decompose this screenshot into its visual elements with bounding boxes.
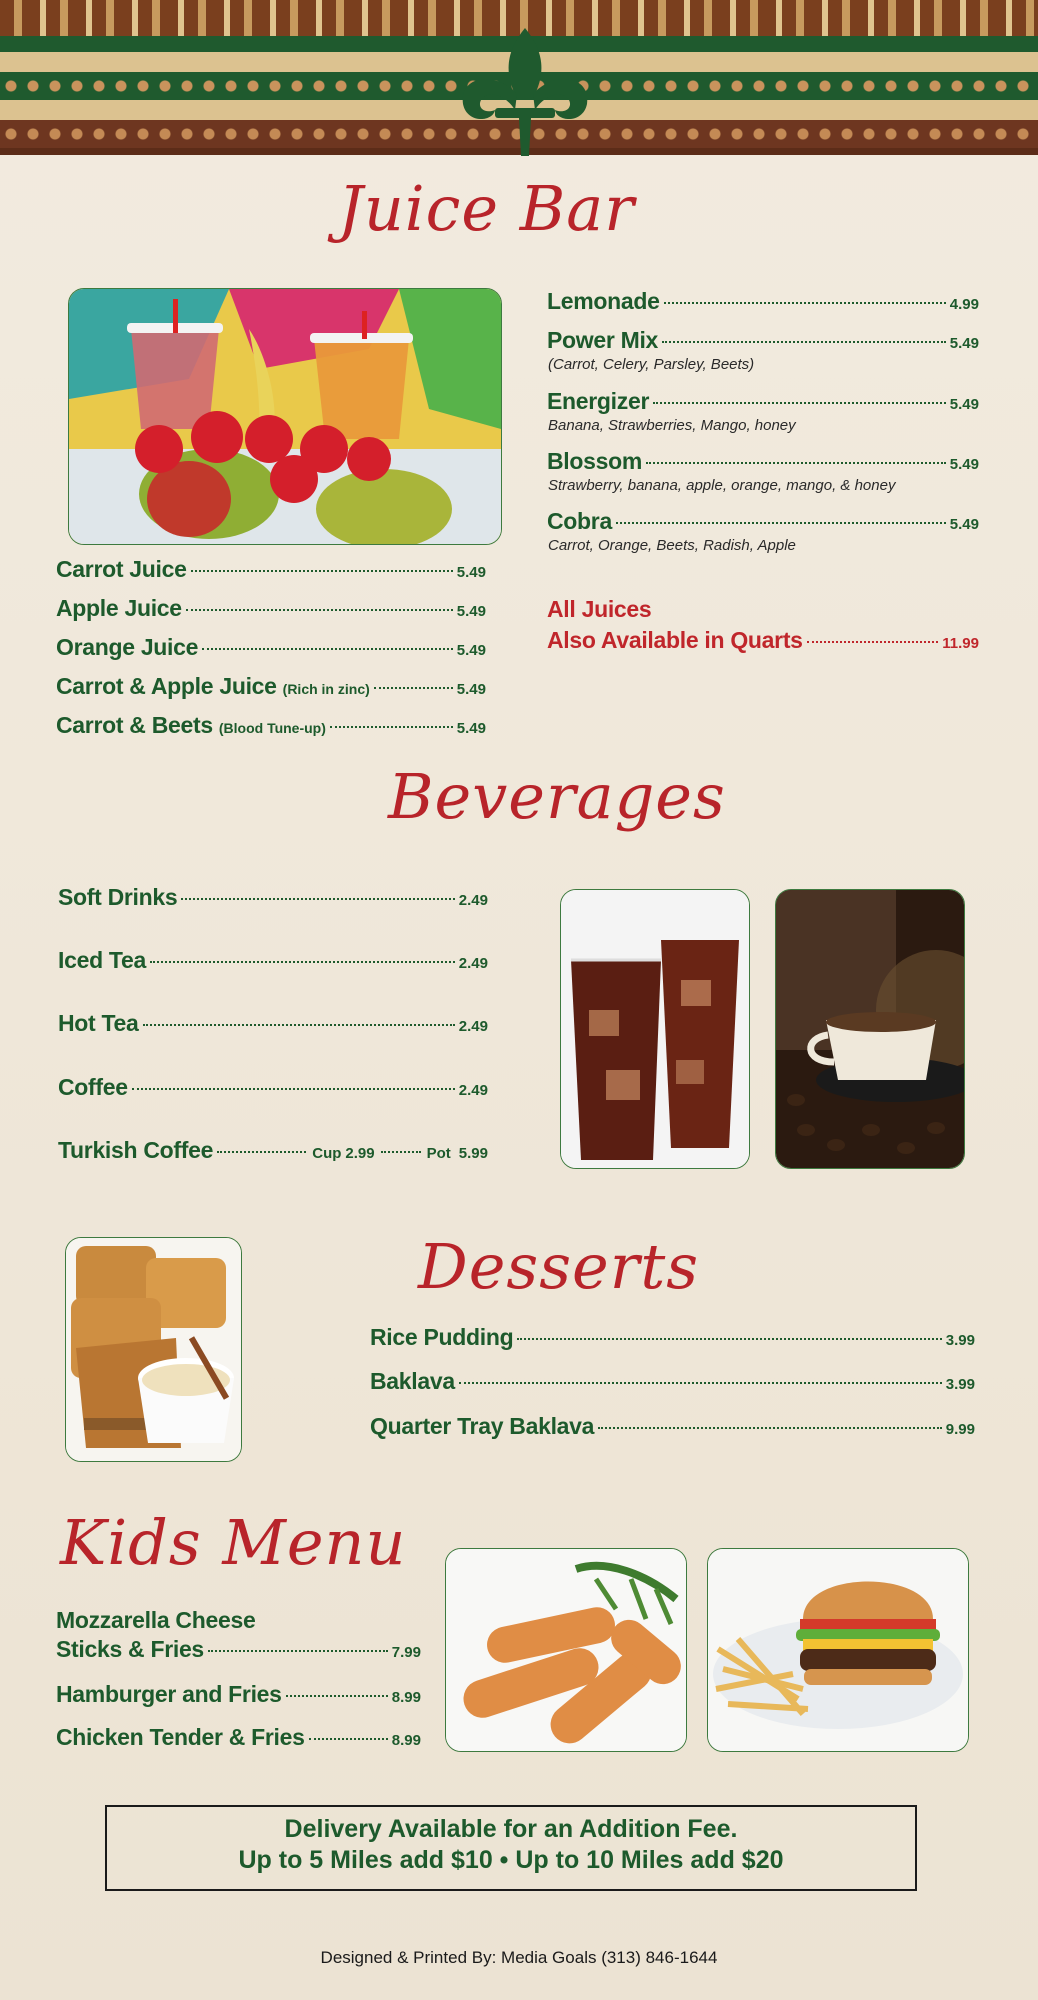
menu-item-cobra: Cobra 5.49 xyxy=(547,508,979,534)
menu-item-apple-juice: Apple Juice 5.49 xyxy=(56,595,486,621)
menu-item-mozzarella-sticks: Sticks & Fries 7.99 xyxy=(56,1636,421,1662)
mozzarella-sticks-photo xyxy=(445,1548,687,1752)
quarts-line: Also Available in Quarts 11.99 xyxy=(547,627,979,653)
baklava-rice-pudding-photo xyxy=(65,1237,242,1462)
kids-menu-title: Kids Menu xyxy=(60,1506,407,1579)
cobra-description: Carrot, Orange, Beets, Radish, Apple xyxy=(548,537,796,554)
beverages-title: Beverages xyxy=(388,760,726,833)
desserts-title: Desserts xyxy=(418,1230,700,1303)
menu-item-iced-tea: Iced Tea 2.49 xyxy=(58,947,488,973)
printer-credit: Designed & Printed By: Media Goals (313) 846-1644 xyxy=(320,1948,718,1967)
menu-item-carrot-beets: Carrot & Beets (Blood Tune-up) 5.49 xyxy=(56,712,486,738)
hamburger-fries-photo xyxy=(707,1548,969,1752)
menu-item-mozzarella-line1: Mozzarella Cheese xyxy=(56,1607,256,1633)
menu-item-carrot-apple-juice: Carrot & Apple Juice (Rich in zinc) 5.49 xyxy=(56,673,486,699)
blossom-description: Strawberry, banana, apple, orange, mango, & honey xyxy=(548,477,896,494)
juice-fruit-photo xyxy=(68,288,502,545)
fleur-de-lis-icon xyxy=(445,20,605,160)
power-mix-description: (Carrot, Celery, Parsley, Beets) xyxy=(548,356,755,373)
iced-tea-glasses-photo xyxy=(560,889,750,1169)
menu-item-lemonade: Lemonade 4.99 xyxy=(547,288,979,314)
menu-item-quarter-tray-baklava: Quarter Tray Baklava 9.99 xyxy=(370,1413,975,1439)
menu-item-hot-tea: Hot Tea 2.49 xyxy=(58,1010,488,1036)
menu-item-orange-juice: Orange Juice 5.49 xyxy=(56,634,486,660)
menu-item-blossom: Blossom 5.49 xyxy=(547,448,979,474)
menu-item-rice-pudding: Rice Pudding 3.99 xyxy=(370,1324,975,1350)
quarts-heading: All Juices xyxy=(547,596,652,622)
menu-item-hamburger-fries: Hamburger and Fries 8.99 xyxy=(56,1681,421,1707)
menu-item-chicken-tender-fries: Chicken Tender & Fries 8.99 xyxy=(56,1724,421,1750)
menu-item-carrot-juice: Carrot Juice 5.49 xyxy=(56,556,486,582)
coffee-cup-photo xyxy=(775,889,965,1169)
menu-item-baklava: Baklava 3.99 xyxy=(370,1368,975,1394)
menu-item-soft-drinks: Soft Drinks 2.49 xyxy=(58,884,488,910)
delivery-notice-box xyxy=(105,1805,917,1891)
menu-item-power-mix: Power Mix 5.49 xyxy=(547,327,979,353)
energizer-description: Banana, Strawberries, Mango, honey xyxy=(548,417,796,434)
delivery-line2: Up to 5 Miles add $10 • Up to 10 Miles add $20 xyxy=(238,1846,784,1874)
delivery-line1: Delivery Available for an Addition Fee. xyxy=(284,1815,738,1843)
menu-item-turkish-coffee: Turkish Coffee Cup 2.99 Pot 5.99 xyxy=(58,1137,488,1163)
juice-bar-title: Juice Bar xyxy=(338,172,635,245)
menu-item-energizer: Energizer 5.49 xyxy=(547,388,979,414)
menu-item-coffee: Coffee 2.49 xyxy=(58,1074,488,1100)
